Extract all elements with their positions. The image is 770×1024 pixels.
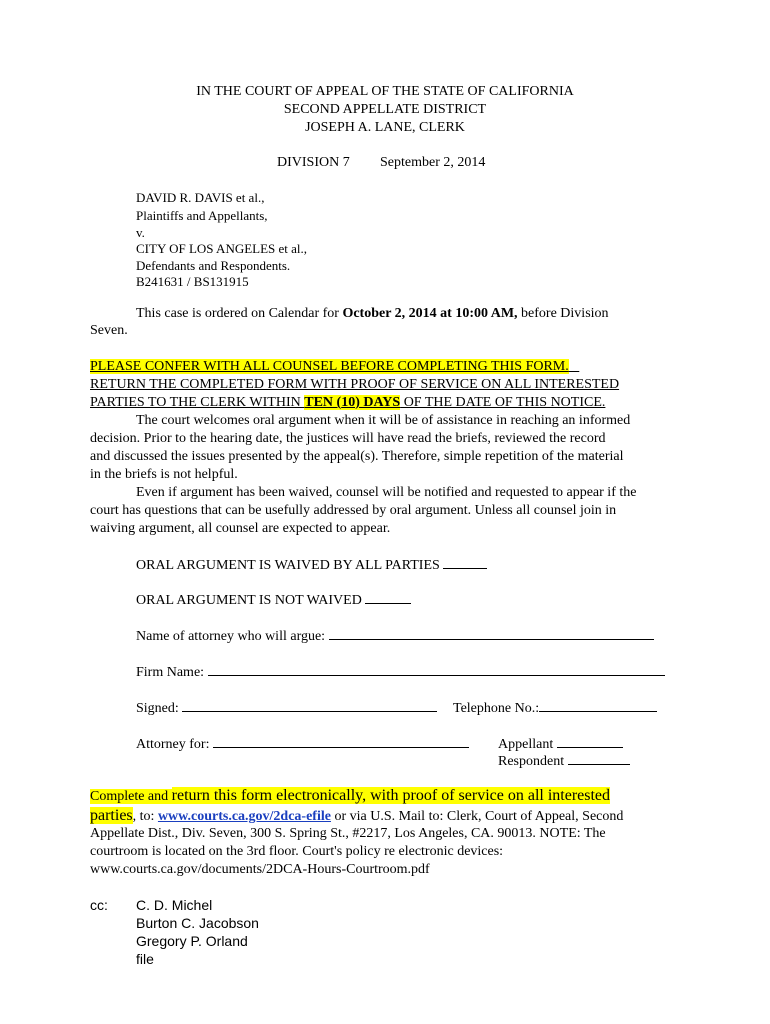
footer-line2 bbox=[90, 807, 623, 826]
plaintiff-role: Plaintiffs and Appellants, bbox=[136, 208, 268, 223]
calendar-line bbox=[136, 305, 609, 323]
calendar-date-time: October 2, 2014 at 10:00 AM, bbox=[342, 306, 518, 321]
deadline-number: 10 bbox=[341, 395, 356, 410]
waived-blank[interactable] bbox=[443, 555, 487, 569]
cc-label: cc: bbox=[90, 897, 108, 913]
cc-list bbox=[136, 896, 259, 968]
plaintiff-name: DAVID R. DAVIS et al., bbox=[136, 190, 265, 205]
deadline-post: OF THE DATE OF THIS NOTICE. bbox=[400, 395, 606, 410]
footer-parties: parties bbox=[90, 807, 133, 824]
footer-line4: courtroom is located on the 3rd floor. Court's policy re electronic devices: bbox=[90, 844, 504, 859]
confer-text: PLEASE CONFER WITH ALL COUNSEL BEFORE COMPLETING THIS FORM. bbox=[90, 359, 569, 374]
confer-notice bbox=[90, 358, 579, 376]
versus: v. bbox=[136, 225, 145, 240]
signature-field[interactable] bbox=[182, 698, 437, 712]
waived-row bbox=[136, 555, 487, 575]
attorney-for-row bbox=[136, 734, 469, 754]
calendar-post: before Division bbox=[517, 306, 609, 321]
attorney-for-field[interactable] bbox=[213, 734, 469, 748]
para2-line3: waiving argument, all counsel are expected to appear. bbox=[90, 521, 391, 536]
footer-line5: www.courts.ca.gov/documents/2DCA-Hours-Courtroom.pdf bbox=[90, 862, 430, 877]
cc-recipient: Gregory P. Orland bbox=[136, 933, 248, 949]
return-notice: RETURN THE COMPLETED FORM WITH PROOF OF SERVICE ON ALL INTERESTED bbox=[90, 377, 620, 392]
deadline-ten: TEN ( bbox=[304, 395, 342, 410]
appellant-blank[interactable] bbox=[557, 734, 623, 748]
signed-row bbox=[136, 698, 437, 718]
attorney-name-field[interactable] bbox=[329, 626, 654, 640]
firm-name-label: Firm Name: bbox=[136, 665, 205, 680]
telephone-label: Telephone No.: bbox=[453, 701, 540, 716]
footer-line3: Appellate Dist., Div. Seven, 300 S. Spring St., #2217, Los Angeles, CA. 90013. NOTE: The bbox=[90, 826, 606, 841]
not-waived-blank[interactable] bbox=[365, 590, 411, 604]
court-title: IN THE COURT OF APPEAL OF THE STATE OF CALIFORNIA bbox=[196, 84, 574, 99]
telephone-row bbox=[453, 698, 657, 718]
signed-label: Signed: bbox=[136, 701, 179, 716]
footer-complete: Complete and bbox=[90, 789, 172, 804]
deadline-notice bbox=[90, 394, 605, 412]
calendar-line-2: Seven. bbox=[90, 323, 128, 338]
footer-line1 bbox=[90, 786, 610, 807]
para2-line1: Even if argument has been waived, counsel will be notified and requested to appear if the bbox=[136, 485, 637, 500]
para1-line3: and discussed the issues presented by the appeal(s). Therefore, simple repetition of the material bbox=[90, 449, 624, 464]
efile-link[interactable]: www.courts.ca.gov/2dca-efile bbox=[157, 809, 331, 824]
respondent-row bbox=[498, 751, 630, 771]
notice-date: September 2, 2014 bbox=[380, 155, 486, 170]
respondent-blank[interactable] bbox=[568, 751, 630, 765]
attorney-name-row bbox=[136, 626, 654, 646]
defendant-role: Defendants and Respondents. bbox=[136, 258, 291, 273]
firm-name-row bbox=[136, 662, 665, 682]
para1-line4: in the briefs is not helpful. bbox=[90, 467, 238, 482]
para1-line1: The court welcomes oral argument when it will be of assistance in reaching an informed bbox=[136, 413, 631, 428]
firm-name-field[interactable] bbox=[208, 662, 665, 676]
not-waived-row bbox=[136, 590, 411, 610]
para2-line2: court has questions that can be usefully addressed by oral argument. Unless all counsel join in bbox=[90, 503, 617, 518]
cc-recipient: file bbox=[136, 951, 154, 967]
deadline-pre: PARTIES TO THE CLERK WITHIN bbox=[90, 395, 305, 410]
respondent-label: Respondent bbox=[498, 754, 565, 769]
clerk-name: JOSEPH A. LANE, CLERK bbox=[305, 120, 465, 135]
para1-line2: decision. Prior to the hearing date, the justices will have read the briefs, reviewed the record bbox=[90, 431, 606, 446]
footer-mail: or via U.S. Mail to: Clerk, Court of Appeal, Second bbox=[330, 809, 624, 824]
attorney-name-label: Name of attorney who will argue: bbox=[136, 629, 326, 644]
footer-return: return this form electronically, with proof of service on all interested bbox=[171, 787, 611, 804]
deadline-days: ) DAYS bbox=[355, 395, 401, 410]
case-numbers: B241631 / BS131915 bbox=[136, 274, 249, 289]
district-title: SECOND APPELLATE DISTRICT bbox=[283, 102, 487, 117]
cc-recipient: C. D. Michel bbox=[136, 897, 213, 913]
appellant-label: Appellant bbox=[498, 737, 554, 752]
attorney-for-label: Attorney for: bbox=[136, 737, 210, 752]
cc-recipient: Burton C. Jacobson bbox=[136, 915, 259, 931]
calendar-pre: This case is ordered on Calendar for bbox=[136, 306, 343, 321]
not-waived-label: ORAL ARGUMENT IS NOT WAIVED bbox=[136, 593, 362, 608]
defendant-name: CITY OF LOS ANGELES et al., bbox=[136, 241, 308, 256]
waived-label: ORAL ARGUMENT IS WAIVED BY ALL PARTIES bbox=[136, 558, 440, 573]
footer-to: , to: bbox=[132, 809, 158, 824]
telephone-field[interactable] bbox=[539, 698, 657, 712]
division-label: DIVISION 7 bbox=[277, 155, 350, 170]
